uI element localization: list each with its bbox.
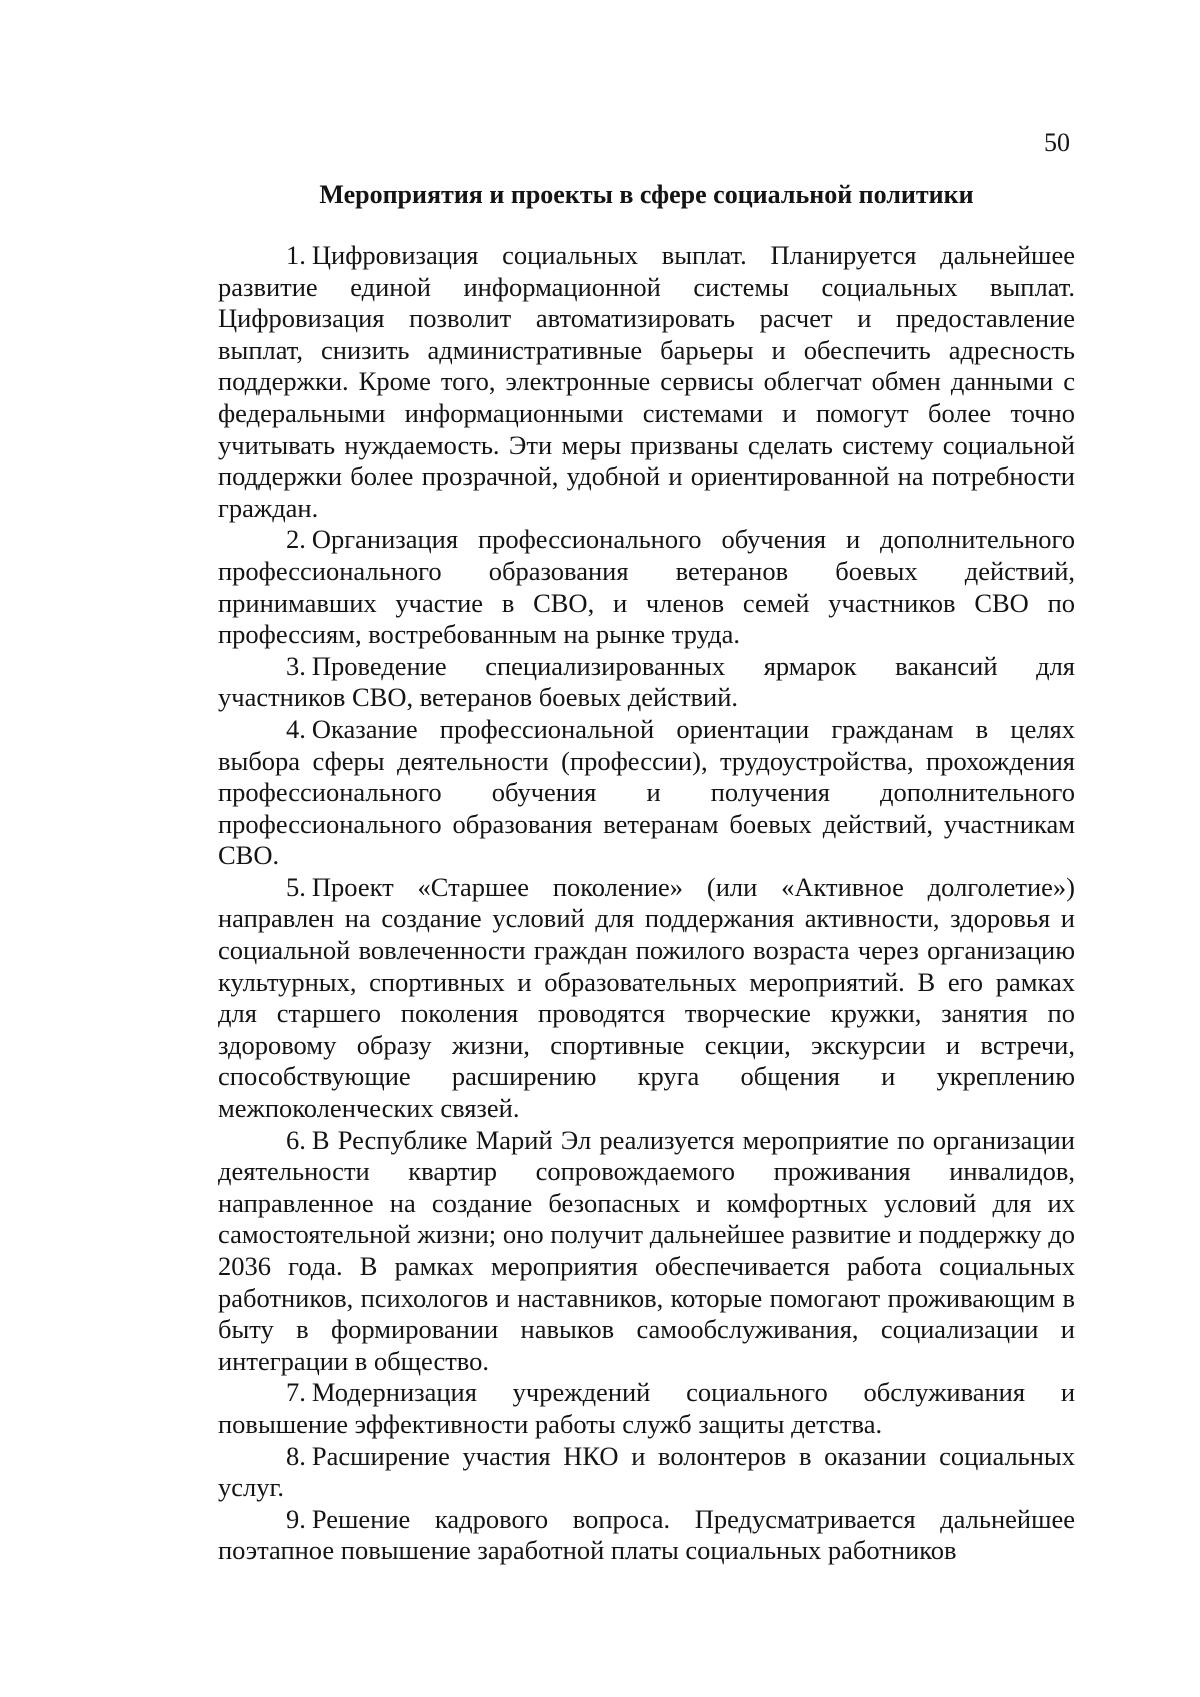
paragraph-number: 8.	[286, 1440, 306, 1471]
paragraph-number: 6.	[286, 1124, 306, 1155]
paragraph-text: Решение кадрового вопроса. Предусматривается дальнейшее поэтапное повышение заработной платы социальных работников	[218, 1503, 1075, 1566]
paragraph-2	[218, 524, 1075, 650]
document-title: Мероприятия и проекты в сфере социальной политики	[319, 180, 974, 209]
paragraph-text: Проведение специализированных ярмарок вакансий для участников СВО, ветеранов боевых действий.	[218, 650, 1075, 713]
paragraph-text: Модернизация учреждений социального обслуживания и повышение эффективности работы служб защиты детства.	[218, 1377, 1075, 1439]
paragraph-3	[218, 651, 1075, 714]
paragraph-number: 7.	[286, 1377, 306, 1408]
paragraph-1	[218, 240, 1075, 524]
paragraph-text: Проект «Старшее поколение» (или «Активное долголетие») направлен на создание условий для поддержания активности, здоровья и социальной вовлеченности граждан пожилого возраста через организацию культурных, спортивных и образовательных мероприятий. В его рамках для старшего поколения проводятся творческие кружки, занятия по здоровому образу жизни, спортивные секции, экскурсии и встречи, способствующие расширению круга общения и укреплению межпоколенческих связей.	[218, 871, 1075, 1124]
paragraph-number: 4.	[286, 713, 306, 744]
paragraph-6	[218, 1125, 1075, 1378]
page-number: 50	[1044, 128, 1070, 157]
paragraph-5	[218, 872, 1075, 1125]
paragraph-text: Организация профессионального обучения и дополнительного профессионального образования ветеранов боевых действий, принимавших участие в СВО, и членов семей участников СВО по профессиям, востребованным на рынке труда.	[218, 524, 1075, 650]
paragraph-8	[218, 1441, 1075, 1504]
paragraph-text: Расширение участия НКО и волонтеров в оказании социальных услуг.	[218, 1440, 1075, 1503]
document-body	[218, 240, 1075, 1567]
paragraph-text: Оказание профессиональной ориентации гражданам в целях выбора сферы деятельности (профессии), трудоустройства, прохождения профессионального обучения и получения дополнительного профессионального образования ветеранам боевых действий, участникам СВО.	[218, 713, 1075, 871]
paragraph-4	[218, 714, 1075, 872]
paragraph-text: В Республике Марий Эл реализуется мероприятие по организации деятельности квартир сопровождаемого проживания инвалидов, направленное на создание безопасных и комфортных условий для их самостоятельной жизни; оно получит дальнейшее развитие и поддержку до 2036 года. В рамках мероприятия обеспечивается работа социальных работников, психологов и наставников, которые помогают проживающим в быту в формировании навыков самообслуживания, социализации и интеграции в общество.	[218, 1124, 1075, 1376]
paragraph-number: 5.	[286, 871, 306, 902]
paragraph-text: Цифровизация социальных выплат. Планируется дальнейшее развитие единой информационной системы социальных выплат. Цифровизация позволит автоматизировать расчет и предоставление выплат, снизить административные барьеры и обеспечить адресность поддержки. Кроме того, электронные сервисы облегчат обмен данными с федеральными информационными системами и помогут более точно учитывать нуждаемость. Эти меры призваны сделать систему социальной поддержки более прозрачной, удобной и ориентированной на потребности граждан.	[218, 240, 1075, 523]
paragraph-number: 2.	[286, 524, 306, 555]
paragraph-number: 3.	[286, 650, 306, 681]
paragraph-9	[218, 1504, 1075, 1567]
paragraph-number: 1.	[286, 240, 306, 270]
paragraph-7	[218, 1377, 1075, 1440]
paragraph-number: 9.	[286, 1503, 306, 1534]
